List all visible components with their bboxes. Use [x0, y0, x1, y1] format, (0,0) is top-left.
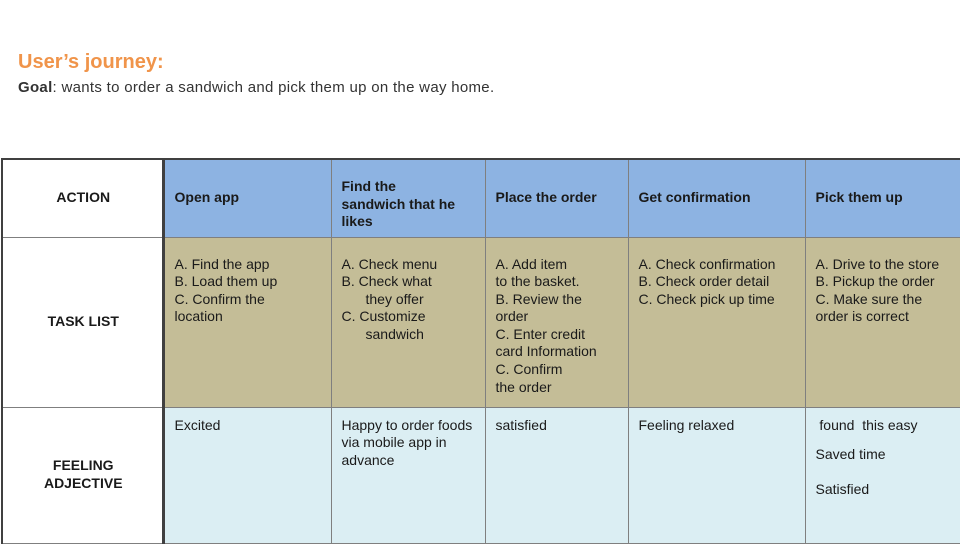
action-open-app: Open app	[163, 159, 331, 237]
task-cell-find-sandwich	[331, 237, 485, 407]
action-get-confirmation: Get confirmation	[628, 159, 805, 237]
feeling-cell-place-order	[485, 407, 628, 543]
task-list-header: TASK LIST	[2, 237, 163, 407]
task-cell-pick-up	[805, 237, 960, 407]
task-line: the order	[495, 378, 552, 395]
goal-statement	[18, 79, 494, 96]
task-line: A. Add item	[495, 255, 568, 272]
feeling-cell-find-sandwich	[331, 407, 485, 543]
spacer	[816, 434, 956, 446]
task-line: B. Check what	[341, 273, 432, 290]
task-line: C. Check pick up time	[638, 290, 775, 307]
task-line: A. Check menu	[341, 255, 438, 272]
task-line: C. Customize	[341, 308, 426, 325]
feeling-line: Happy to order foods	[341, 416, 473, 433]
goal-label: Goal	[18, 79, 53, 96]
feeling-line: advance	[341, 451, 395, 468]
task-line: order is correct	[815, 308, 909, 325]
task-line: C. Confirm the	[174, 290, 265, 307]
feeling-cell-pick-up	[805, 407, 960, 543]
action-find-sandwich	[331, 159, 485, 237]
task-line: B. Pickup the order	[815, 273, 935, 290]
action-row	[2, 159, 960, 237]
action-line: sandwich that he	[341, 195, 456, 212]
task-cell-place-order	[485, 237, 628, 407]
feeling-line: Saved time	[815, 446, 886, 463]
action-place-order: Place the order	[485, 159, 628, 237]
action-line: likes	[341, 213, 373, 230]
feeling-header-line: ADJECTIVE	[43, 475, 123, 491]
task-line: C. Make sure the	[815, 290, 923, 307]
task-line: sandwich	[365, 325, 424, 342]
feeling-line: Satisfied	[815, 480, 870, 497]
feeling-cell-open-app	[163, 407, 331, 543]
task-line: C. Enter credit	[495, 325, 585, 342]
journey-table	[1, 158, 960, 544]
task-line: location	[174, 308, 223, 325]
task-cell-get-confirmation	[628, 237, 805, 407]
feeling-line: Feeling relaxed	[638, 416, 735, 433]
task-line: B. Load them up	[174, 273, 278, 290]
task-line: C. Confirm	[495, 361, 563, 378]
action-line: Find the	[341, 178, 396, 194]
feeling-row	[2, 407, 960, 543]
task-line: order	[495, 308, 529, 325]
feeling-line: Excited	[174, 416, 221, 433]
task-line: A. Check confirmation	[638, 255, 776, 272]
action-header: ACTION	[2, 159, 163, 237]
feeling-header	[2, 407, 163, 543]
task-line: B. Review the	[495, 290, 582, 307]
task-line: they offer	[365, 290, 424, 307]
task-cell-open-app	[163, 237, 331, 407]
action-pick-up: Pick them up	[805, 159, 960, 237]
feeling-header-line: FEELING	[52, 457, 114, 474]
task-row	[2, 237, 960, 407]
task-line: A. Find the app	[174, 255, 270, 272]
feeling-line: satisfied	[495, 416, 547, 433]
task-line: to the basket.	[495, 273, 580, 290]
task-line: card Information	[495, 343, 597, 360]
feeling-cell-get-confirmation	[628, 407, 805, 543]
spacer	[816, 464, 956, 481]
task-line: A. Drive to the store	[815, 255, 940, 272]
feeling-line: found this easy	[815, 416, 918, 433]
task-line: B. Check order detail	[638, 273, 770, 290]
page-title: User’s journey:	[18, 51, 164, 73]
goal-text: : wants to order a sandwich and pick them up on the way home.	[52, 79, 495, 96]
feeling-line: via mobile app in	[341, 434, 447, 451]
